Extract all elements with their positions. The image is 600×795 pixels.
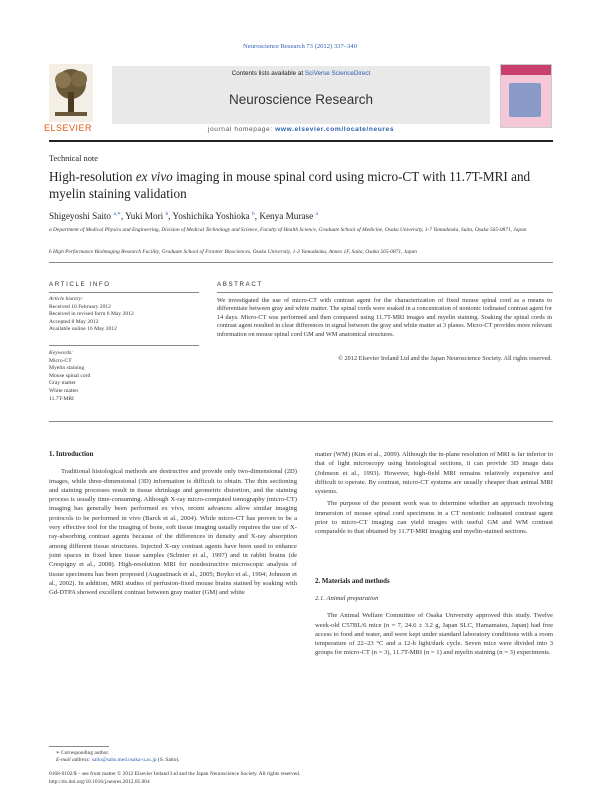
article-title <box>49 168 549 202</box>
history-accepted: Accepted 8 May 2012 <box>49 318 99 325</box>
title-part2: imaging in mouse spinal cord using micro-CT with 11.7T-MRI and myelin staining validation <box>49 169 531 201</box>
issn-line: 0168-0102/$ – see front matter © 2012 Elsevier Ireland Ltd and the Japan Neuroscience Society. All rights reserved. <box>49 771 301 777</box>
affiliation-rule <box>49 262 553 263</box>
contents-line <box>112 70 490 77</box>
author-name: Shigeyoshi Saito <box>49 211 112 222</box>
homepage-line <box>112 126 490 133</box>
keywords-label: Keywords: <box>49 350 74 356</box>
contents-prefix: Contents lists available at <box>231 70 305 77</box>
keyword: 11.7T-MRI <box>49 395 74 402</box>
affiliation-b: b High Performance Biolmaging Research Facility, Graduate School of Frontier Biosciences, Osaka University, 1-3 Yamadaoka, Annex 1F, Suita, Osaka 565-0871, Japan <box>49 249 417 255</box>
intro-paragraph-cont: matter (WM) (Kim et al., 2009). Although the in-plane resolution of MRI is far inferior to that of light microscopy using histological sections, it can provide 3D image data (Johnson et al., 1993). However, high-field MRI remains relatively expensive and difficult to operate. By contrast, micro-CT systems are usually cheaper than animal MRI systems. <box>315 451 553 496</box>
author-name: Yoshichika Yoshioka <box>172 211 250 222</box>
email-line <box>56 757 296 764</box>
article-history <box>49 296 199 334</box>
article-type: Technical note <box>49 154 98 163</box>
abstract-heading: ABSTRACT <box>217 281 263 288</box>
author-name: Yuki Mori <box>125 211 164 222</box>
author-affil-mark[interactable]: b <box>251 211 255 217</box>
email-link[interactable]: saito@sahs.med.osaka-u.ac.jp <box>91 757 157 764</box>
email-suffix: (S. Saito). <box>156 757 180 764</box>
animal-prep-heading: 2.1. Animal preparation <box>315 594 379 602</box>
abstract-rule <box>217 292 553 293</box>
journal-cover-thumbnail <box>500 64 552 128</box>
author-affil-mark[interactable]: b <box>165 211 169 217</box>
history-label: Article history: <box>49 296 84 302</box>
journal-citation[interactable]: Neuroscience Research 73 (2012) 337–340 <box>243 43 357 50</box>
corresponding-footnote <box>56 750 296 765</box>
intro-heading: 1. Introduction <box>49 451 94 458</box>
intro-paragraph: Traditional histological methods are destructive and provide only two-dimensional (2D) images, while three-dimensional (3D) information is difficult to obtain. The thin sectioning and staining processes result in tissue shrinkage and geometric distortion, and the staining process is usually time-consuming. Although X-ray micro-computed tomography (micro-CT) imaging has generally been performed ex vivo, recent advances allow similar imaging protocols to be performed in vivo (Barck et al., 2004). While micro-CT has proven to be a very effective tool for the imaging of bone, soft tissue imaging usually requires the use of X-ray-absorbing contrast agents because of the differences in density and X-ray absorption among different tissue structures. Injected X-ray contrast agents have been used to enhance joint spaces in fixed knee tissue samples (Schnier et al., 1997) and in rabbit brains (de Crespigny et al., 2008). High-resolution MRI for nondestructive microscopic analysis of tissue specimens has been proposed (Augustinack et al., 2005; Boyko et al., 1994; Johnson et al., 2002). In addition, MRI studies of perfusion-fixed mouse brains stained by soaking with Gd-DTPA showed excellent contrast between gray matter (GM) and white <box>49 468 297 597</box>
affiliation-a: a Department of Medical Physics and Engineering, Division of Medical Technology and Science, Faculty of Health Science, Graduate School of Medicine, Osaka University, 1-7 Yamadaoka, Suita, Osaka 565-0871, Japan <box>49 227 527 233</box>
abstract-copyright: © 2012 Elsevier Ireland Ltd and the Japan Neuroscience Society. All rights reserved. <box>338 355 552 362</box>
keyword: White matter <box>49 387 79 394</box>
keyword: Micro-CT <box>49 357 72 364</box>
keyword: Gray matter <box>49 380 76 387</box>
title-part1: High-resolution <box>49 169 136 184</box>
sciencedirect-link[interactable]: SciVerse ScienceDirect <box>304 70 371 77</box>
article-info-rule <box>49 292 199 293</box>
journal-title: Neuroscience Research <box>228 92 374 107</box>
left-column <box>49 450 297 597</box>
doi-link[interactable]: http://dx.doi.org/10.1016/j.neures.2012.05.004 <box>49 779 150 785</box>
author-name: Kenya Murase <box>259 211 314 222</box>
right-column <box>315 450 553 658</box>
author-affil-mark[interactable]: a,∗ <box>113 211 121 217</box>
animal-prep-paragraph: The Animal Welfare Committee of Osaka University approved this study. Twelve week-old C57BL/6 mice (n = 7, 24.6 ± 3.2 g, Japan SLC, Hamamatsu, Japan) had free access to food and water, and were kept under standard laboratory conditions with a room temperature of 22–23 °C and a 12-h light/dark cycle. Seven mice were divided into 3 groups for micro-CT (n = 3), 11.7T-MRI (n = 1) and myelin staining (n = 3) experiments. <box>315 612 553 657</box>
keyword: Myelin staining <box>49 365 85 372</box>
homepage-link[interactable]: www.elsevier.com/locate/neures <box>275 126 395 133</box>
corresponding-label: ∗ Corresponding author. <box>56 750 110 756</box>
homepage-prefix: journal homepage: <box>207 126 276 133</box>
title-italic: ex vivo <box>135 169 173 184</box>
keywords-rule <box>49 345 199 346</box>
keywords-list <box>49 350 199 403</box>
abstract-text: We investigated the use of micro-CT with contrast agent for the characterization of fixed mouse spinal cord as a means to differentiate between gray and white matter. The spinal cords were soaked in a concentration of nonionic iodinated contrast agent for 14 days. Micro-CT was performed and then compared using 11.7T-MRI images and myelin staining. Soaking the spinal cords in contrast agent resulted in clear differences in signal between the gray and white matter at 3 planes. Micro-CT provides more relevant information on mouse spinal cord GM and WM anatomical structures. <box>217 297 552 338</box>
email-label: E-mail address: <box>56 757 92 764</box>
header-rule <box>49 140 553 142</box>
footnote-rule <box>49 746 109 747</box>
methods-heading: 2. Materials and methods <box>315 577 390 585</box>
author-affil-mark[interactable]: a <box>315 211 318 217</box>
publisher-wordmark: ELSEVIER <box>44 123 93 133</box>
author-list: Shigeyoshi Saito $^{a,∗}$, Yuki Mori $^b$, Yoshichika Yoshioka $^b$, Kenya Murase $^a$ <box>49 211 318 222</box>
history-received: Received 10 February 2012 <box>49 303 111 310</box>
intro-paragraph-2: The purpose of the present work was to determine whether an approach involving immersion of mouse spinal cord specimens in a CT nonionic iodinated contrast agent prior to micro-CT imaging can yield images with useful GM and WM contrast comparable to that obtained by 11.7T-MRI imaging and myelin-stained sections. <box>315 500 553 536</box>
abstract-bottom-rule <box>49 421 553 422</box>
history-revised: Received in revised form 6 May 2012 <box>49 311 134 318</box>
elsevier-tree-logo <box>49 64 93 122</box>
article-info-heading: ARTICLE INFO <box>49 281 111 288</box>
keyword: Mouse spinal cord <box>49 372 91 379</box>
history-online: Available online 16 May 2012 <box>49 326 117 333</box>
